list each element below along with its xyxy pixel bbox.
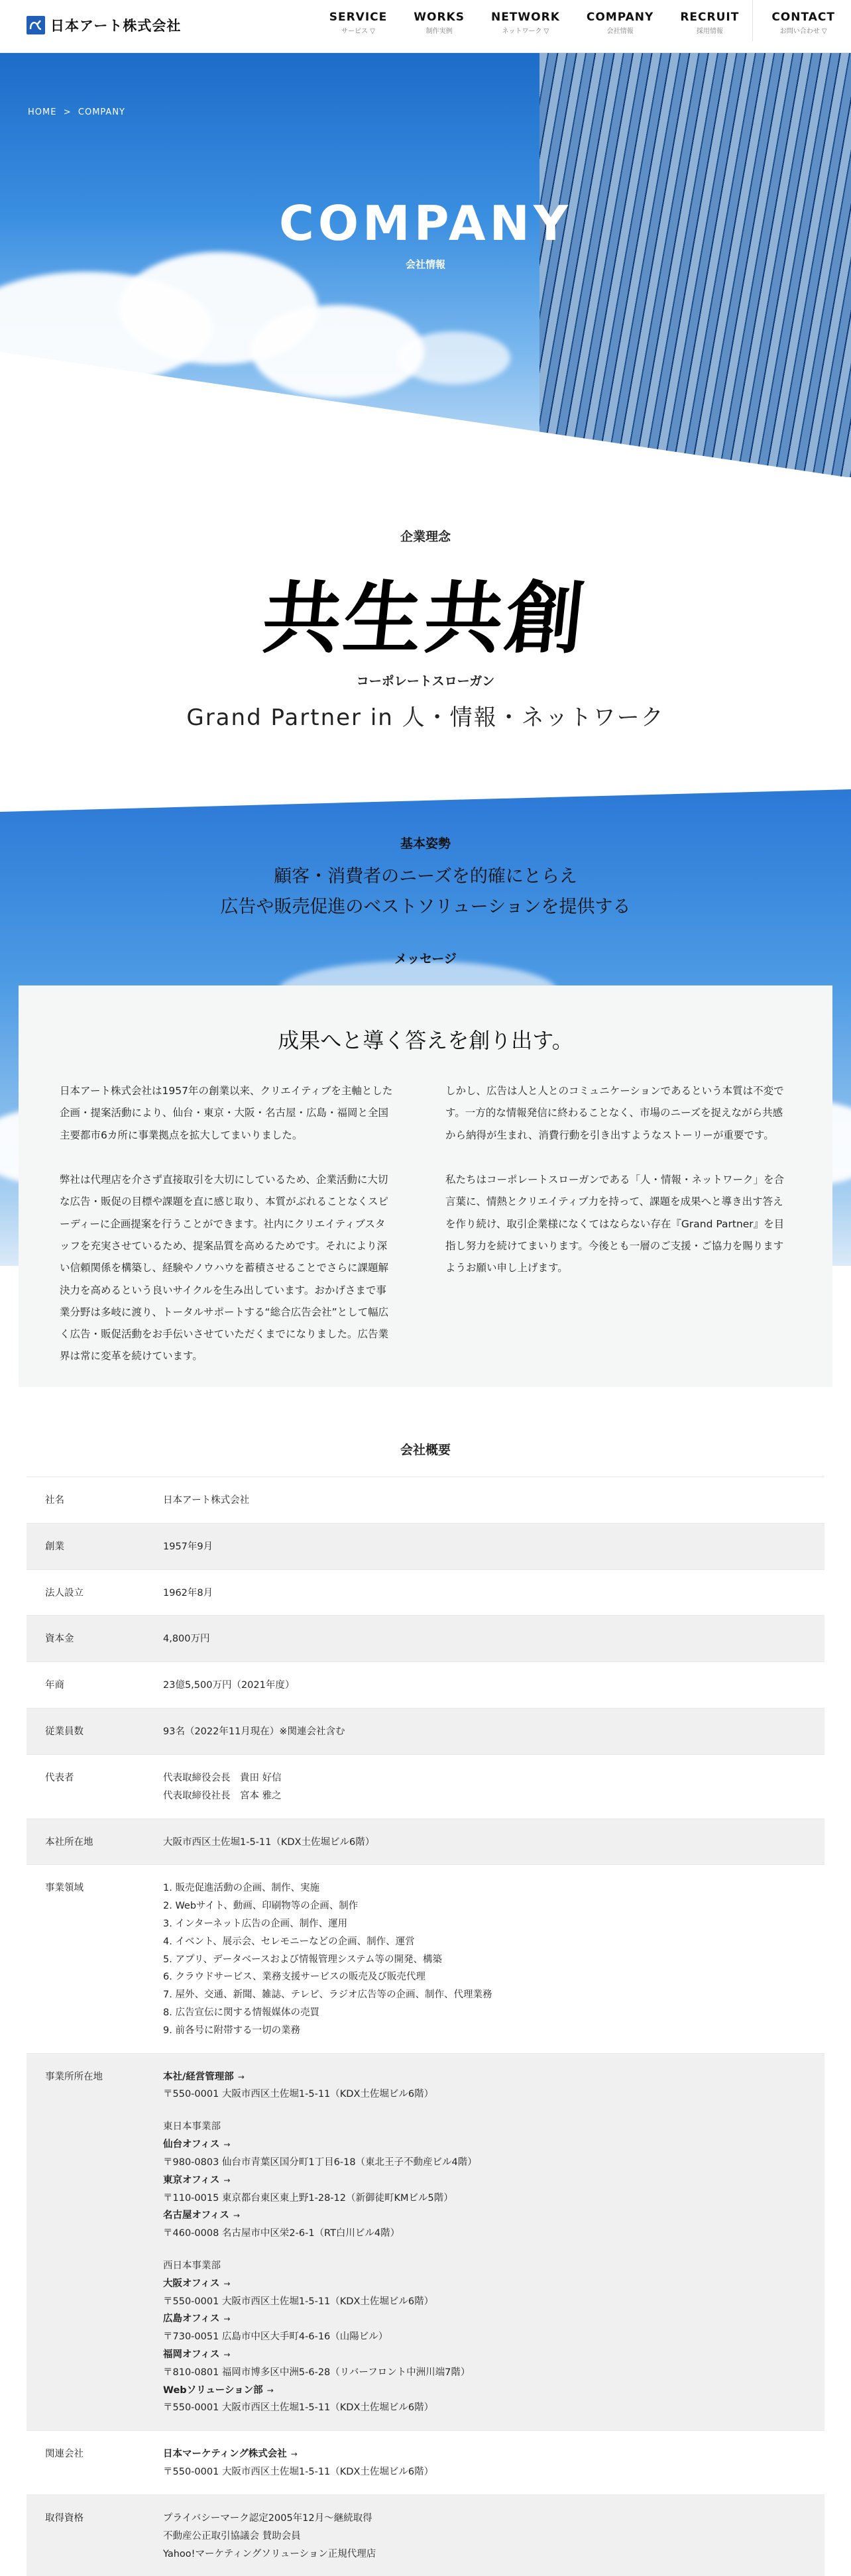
slogan-text: Grand Partner in 人・情報・ネットワーク bbox=[186, 704, 665, 731]
nav-recruit[interactable] bbox=[667, 12, 752, 41]
logo-text: 日本アート株式会社 bbox=[50, 18, 182, 34]
table-row bbox=[27, 1864, 824, 2052]
breadcrumb-sep: > bbox=[63, 107, 72, 117]
message-title: 成果へと導く答えを創り出す。 bbox=[278, 1028, 573, 1053]
row-key: 資本金 bbox=[45, 1634, 74, 1645]
stance-line-1: 顧客・消費者のニーズを的確にとらえ bbox=[274, 866, 577, 887]
stance-line-2: 広告や販売促進のベストソリューションを提供する bbox=[220, 896, 631, 917]
logo[interactable] bbox=[27, 15, 181, 35]
stance-text bbox=[0, 862, 851, 923]
office-link[interactable] bbox=[163, 2068, 824, 2086]
row-value: 9. 前各号に附帯する一切の業務 bbox=[163, 2025, 300, 2036]
message-col-left bbox=[60, 1080, 394, 1390]
arrow-right-icon: → bbox=[223, 2278, 231, 2288]
table-row bbox=[27, 2053, 824, 2431]
breadcrumb-current: COMPANY bbox=[78, 107, 125, 117]
row-value: 大阪市西区土佐堀1-5-11（KDX土佐堀ビル6階） bbox=[163, 1836, 375, 1848]
related-company-link[interactable] bbox=[163, 2445, 824, 2463]
breadcrumb bbox=[28, 107, 125, 117]
message-paragraph: 私たちはコーポレートスローガンである「人・情報・ネットワーク」を合言葉に、情熱とクリエイティブ力を持って、課題を成果へと導き出す答えを作り続け、取引企業様になくてはならない存在『Grand Partner』を目指し努力を続けてまいります。今後とも一層のご支援・ご協力を賜りますようお願い申し上げます。 bbox=[445, 1173, 785, 1274]
row-key: 代表者 bbox=[45, 1772, 74, 1783]
message-paragraph: 弊社は代理店を介さず直接取引を大切にしているため、企業活動に大切な広告・販促の目標や課題を直に感じ取り、本質がぶれることなくスピーディーに企画提案を行うことができます。社内にクリエイティブスタッフを充実させているため、提案品質を高めるためです。それにより深い信頼関係を構築し、経験やノウハウを蓄積させることでさらに課題解決力を高めるという良いサイクルを生み出しています。おかげさまで事業分野は多岐に渡り、トータルサポートする“総合広告会社”として幅広く広告・販促活動をお手伝いさせていただくまでになりました。広告業界は常に変革を続けています。 bbox=[60, 1173, 389, 1363]
stance-label: 基本姿勢 bbox=[400, 836, 451, 851]
nav-service-label: SERVICE bbox=[329, 11, 388, 24]
office-address: 〒980-0803 仙台市青葉区国分町1丁目6-18（東北王子不動産ビル4階） bbox=[163, 2156, 477, 2168]
row-key: 事業領域 bbox=[45, 1883, 84, 1894]
row-value: 5. アプリ、データベースおよび情報管理システム等の開発、構築 bbox=[163, 1954, 442, 1965]
table-row bbox=[27, 2494, 824, 2576]
row-value: 2. Webサイト、動画、印刷物等の企画、制作 bbox=[163, 1901, 359, 1912]
arrow-right-icon: → bbox=[237, 2072, 245, 2082]
related-company-address: 〒550-0001 大阪市西区土佐堀1-5-11（KDX土佐堀ビル6階） bbox=[163, 2467, 434, 2478]
nav-contact-sub: お問い合わせ ▽ bbox=[779, 28, 827, 35]
table-row bbox=[27, 1477, 824, 1523]
table-row bbox=[27, 1661, 824, 1708]
table-row bbox=[27, 1523, 824, 1569]
office-address: 〒550-0001 大阪市西区土佐堀1-5-11（KDX土佐堀ビル6階） bbox=[163, 2296, 434, 2307]
slogan-label: コーポレートスローガン bbox=[356, 674, 495, 689]
row-value: 3. インターネット広告の企画、制作、運用 bbox=[163, 1918, 348, 1929]
row-value: 6. クラウドサービス、業務支援サービスの販売及び販売代理 bbox=[163, 1972, 426, 1983]
office-name: Webソリューション部 bbox=[163, 2384, 263, 2396]
philosophy-label: 企業理念 bbox=[400, 530, 451, 544]
office-link[interactable] bbox=[163, 2346, 824, 2364]
row-value: 代表取締役社長 宮本 雅之 bbox=[163, 1790, 282, 1801]
arrow-right-icon: → bbox=[266, 2385, 274, 2395]
arrow-right-icon: → bbox=[290, 2449, 298, 2459]
table-row bbox=[27, 1708, 824, 1754]
office-name: 福岡オフィス bbox=[163, 2349, 220, 2360]
row-key: 社名 bbox=[45, 1495, 64, 1506]
office-link[interactable] bbox=[163, 2172, 824, 2190]
site-header bbox=[0, 0, 851, 53]
nav-works[interactable] bbox=[400, 12, 478, 41]
arrow-right-icon: → bbox=[233, 2211, 240, 2221]
office-name: 東京オフィス bbox=[163, 2174, 220, 2186]
office-name: 本社/経営管理部 bbox=[163, 2071, 234, 2082]
office-address: 〒460-0008 名古屋市中区栄2-6-1（RT白川ビル4階） bbox=[163, 2228, 400, 2239]
row-key: 本社所在地 bbox=[45, 1836, 93, 1848]
nav-recruit-sub: 採用情報 bbox=[696, 28, 723, 35]
table-row bbox=[27, 1754, 824, 1819]
arrow-right-icon: → bbox=[223, 2350, 231, 2359]
hero-slant bbox=[0, 352, 851, 477]
arrow-right-icon: → bbox=[223, 2175, 231, 2185]
office-link[interactable] bbox=[163, 2207, 824, 2225]
page-title: COMPANY bbox=[279, 196, 572, 251]
table-row bbox=[27, 1569, 824, 1616]
office-name: 仙台オフィス bbox=[163, 2139, 220, 2151]
table-row bbox=[27, 1615, 824, 1661]
row-value: 代表取締役会長 貴田 好信 bbox=[163, 1772, 282, 1783]
office-link[interactable] bbox=[163, 2136, 824, 2154]
breadcrumb-home[interactable]: HOME bbox=[28, 107, 57, 117]
nav-service-sub: サービス ▽ bbox=[341, 28, 375, 35]
row-value: 4,800万円 bbox=[163, 1634, 210, 1645]
office-name: 広島オフィス bbox=[163, 2314, 220, 2325]
office-name: 名古屋オフィス bbox=[163, 2210, 229, 2221]
nav-works-sub: 制作実例 bbox=[426, 28, 453, 35]
row-key: 関連会社 bbox=[45, 2449, 84, 2460]
arrow-right-icon: → bbox=[223, 2314, 231, 2324]
row-value: 1. 販売促進活動の企画、制作、実施 bbox=[163, 1883, 319, 1894]
hero-banner bbox=[0, 53, 851, 477]
nav-contact[interactable] bbox=[752, 0, 851, 41]
row-value: 1962年8月 bbox=[163, 1587, 213, 1598]
nav-company[interactable] bbox=[573, 12, 667, 41]
logo-icon bbox=[27, 16, 45, 34]
office-address: 〒810-0801 福岡市博多区中洲5-6-28（リバーフロント中洲川端7階） bbox=[163, 2367, 471, 2378]
office-group: 東日本事業部 bbox=[163, 2121, 221, 2133]
office-address: 〒730-0051 広島市中区大手町4-6-16（山陽ビル） bbox=[163, 2331, 388, 2343]
page-subtitle: 会社情報 bbox=[405, 258, 445, 270]
office-link[interactable] bbox=[163, 2275, 824, 2293]
nav-network[interactable] bbox=[478, 12, 573, 41]
philosophy-main: 共生共創 bbox=[258, 572, 592, 664]
office-link[interactable] bbox=[163, 2310, 824, 2328]
message-label: メッセージ bbox=[394, 952, 457, 966]
row-key: 年商 bbox=[45, 1680, 64, 1691]
row-value: 4. イベント、展示会、セレモニーなどの企画、制作、運営 bbox=[163, 1936, 415, 1947]
nav-service[interactable] bbox=[316, 12, 401, 41]
cert-item: プライバシーマーク認定2005年12月〜継続取得 bbox=[163, 2512, 372, 2524]
nav-contact-label: CONTACT bbox=[771, 11, 835, 24]
message-col-right bbox=[445, 1080, 790, 1302]
message-paragraph: 日本アート株式会社は1957年の創業以来、クリエイティブを主軸とした企画・提案活動により、仙台・東京・大阪・名古屋・広島・福岡と全国主要都市6カ所に事業拠点を拡大してまいりました。 bbox=[60, 1085, 393, 1141]
related-company-name: 日本マーケティング株式会社 bbox=[163, 2449, 287, 2460]
global-nav bbox=[316, 12, 851, 41]
nav-network-sub: ネットワーク ▽ bbox=[502, 28, 549, 35]
cert-item: 不動産公正取引協議会 賛助会員 bbox=[163, 2530, 301, 2542]
nav-works-label: WORKS bbox=[414, 11, 465, 24]
row-value: 日本アート株式会社 bbox=[163, 1495, 250, 1506]
row-value: 93名（2022年11月現在）※関連会社含む bbox=[163, 1726, 345, 1738]
row-key: 創業 bbox=[45, 1541, 64, 1552]
table-row bbox=[27, 2430, 824, 2494]
row-key: 法人設立 bbox=[45, 1587, 84, 1598]
nav-recruit-label: RECRUIT bbox=[680, 11, 740, 24]
office-name: 大阪オフィス bbox=[163, 2278, 220, 2289]
table-row bbox=[27, 1819, 824, 1865]
nav-company-label: COMPANY bbox=[586, 11, 654, 24]
row-key: 事業所所在地 bbox=[45, 2071, 103, 2082]
row-value: 8. 広告宣伝に関する情報媒体の売買 bbox=[163, 2007, 319, 2018]
sky-slant bbox=[0, 785, 851, 812]
message-paragraph: しかし、広告は人と人とのコミュニケーションであるという本質は不変です。一方的な情報発信に終わることなく、市場のニーズを捉えながら共感から納得が生まれ、消費行動を引き出すようなストーリーが重要です。 bbox=[445, 1085, 784, 1141]
overview-table bbox=[27, 1477, 824, 2576]
cert-item: Yahoo!マーケティングソリューション正規代理店 bbox=[163, 2548, 376, 2559]
overview-label: 会社概要 bbox=[400, 1443, 451, 1457]
row-key: 取得資格 bbox=[45, 2512, 84, 2524]
nav-company-sub: 会社情報 bbox=[606, 28, 634, 35]
row-value: 23億5,500万円（2021年度） bbox=[163, 1680, 295, 1691]
message-card bbox=[19, 985, 832, 1387]
office-address: 〒550-0001 大阪市西区土佐堀1-5-11（KDX土佐堀ビル6階） bbox=[163, 2402, 434, 2414]
row-value: 1957年9月 bbox=[163, 1541, 213, 1552]
nav-network-label: NETWORK bbox=[490, 11, 560, 24]
office-link[interactable] bbox=[163, 2382, 824, 2400]
row-value: 7. 屋外、交通、新聞、雑誌、テレビ、ラジオ広告等の企画、制作、代理業務 bbox=[163, 1989, 492, 2001]
office-group: 西日本事業部 bbox=[163, 2260, 221, 2271]
row-key: 従業員数 bbox=[45, 1726, 84, 1738]
office-address: 〒550-0001 大阪市西区土佐堀1-5-11（KDX土佐堀ビル6階） bbox=[163, 2089, 434, 2100]
office-address: 〒110-0015 東京都台東区東上野1-28-12（新御徒町KMビル5階） bbox=[163, 2192, 453, 2204]
arrow-right-icon: → bbox=[223, 2140, 231, 2150]
